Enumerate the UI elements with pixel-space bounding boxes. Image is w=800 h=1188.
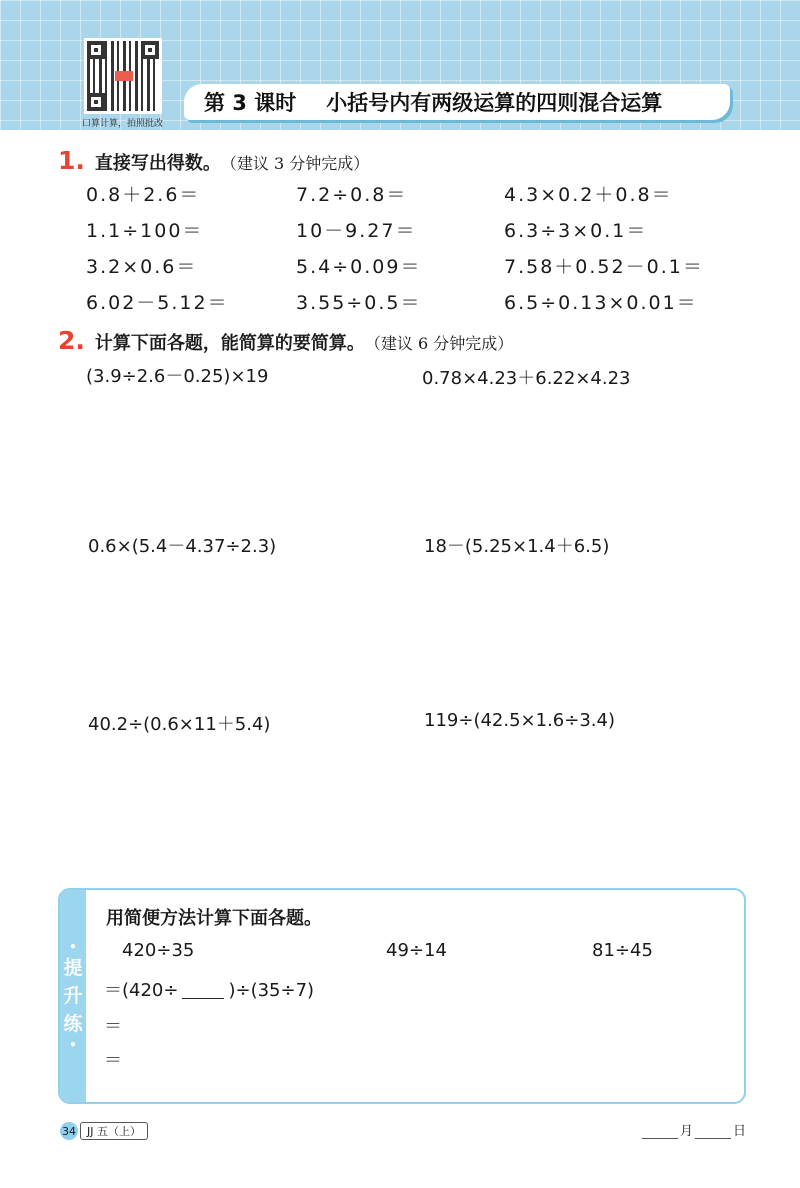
calc-problem: (3.9÷2.6－0.25)×19 (86, 366, 269, 387)
oral-problem: 1.1÷100＝ (86, 220, 204, 242)
date-field (640, 1120, 746, 1139)
calc-problem: 0.6×(5.4－4.37÷2.3) (88, 536, 277, 557)
extension-side-label (60, 890, 86, 1102)
section-1-title: 直接写出得数。 (94, 153, 221, 174)
qr-finder-mark (141, 41, 159, 59)
section-2-hint: （建议 6 分钟完成） (364, 334, 514, 353)
oral-problem: 5.4÷0.09＝ (296, 256, 422, 278)
step-1-suffix: )÷(35÷7) (228, 980, 315, 1001)
extension-step-1 (104, 976, 314, 1002)
calc-problem: 18－(5.25×1.4＋6.5) (424, 536, 610, 557)
qr-logo (115, 71, 133, 81)
qr-finder-mark (87, 93, 105, 111)
calc-problem: 0.78×4.23＋6.22×4.23 (422, 368, 631, 389)
extension-step-2: ＝ (104, 1016, 122, 1037)
extension-box (58, 888, 746, 1104)
calc-problem: 40.2÷(0.6×11＋5.4) (88, 714, 271, 735)
oral-problem: 3.2×0.6＝ (86, 256, 198, 278)
section-1-number: 1. (58, 146, 85, 175)
oral-problem: 6.5÷0.13×0.01＝ (504, 292, 698, 314)
day-label: 日 (733, 1124, 747, 1139)
side-char: 练 (63, 1013, 83, 1035)
calc-problem: 119÷(42.5×1.6÷3.4) (424, 710, 615, 731)
month-blank[interactable] (642, 1125, 678, 1139)
side-dot: • (69, 940, 77, 954)
extension-problem: 49÷14 (386, 940, 447, 961)
month-label: 月 (680, 1124, 694, 1139)
step-1-prefix: ＝(420÷ (104, 980, 179, 1001)
qr-pattern (87, 41, 159, 111)
side-dot: • (69, 1038, 77, 1052)
answer-blank[interactable] (182, 981, 224, 999)
oral-problem: 3.55÷0.5＝ (296, 292, 422, 314)
lesson-title (184, 84, 730, 120)
section-2-title: 计算下面各题，能简算的要简算。 (94, 333, 365, 354)
extension-problem: 420÷35 (122, 940, 195, 961)
lesson-topic: 小括号内有两级运算的四则混合运算 (326, 91, 663, 115)
section-2-heading (58, 326, 513, 355)
oral-problem: 7.2÷0.8＝ (296, 184, 408, 206)
oral-problem: 6.02－5.12＝ (86, 292, 229, 314)
extension-step-3: ＝ (104, 1050, 122, 1071)
oral-problem: 0.8＋2.6＝ (86, 184, 201, 206)
side-char: 升 (63, 985, 83, 1007)
edition-label: JJ 五（上） (80, 1122, 148, 1140)
oral-problem: 4.3×0.2＋0.8＝ (504, 184, 673, 206)
extension-title: 用简便方法计算下面各题。 (106, 908, 322, 929)
qr-caption: 口算计算，拍照批改 (82, 119, 164, 129)
section-1-heading (58, 146, 369, 175)
oral-problem: 10－9.27＝ (296, 220, 417, 242)
day-blank[interactable] (695, 1125, 731, 1139)
oral-problem: 7.58＋0.52－0.1＝ (504, 256, 704, 278)
side-char: 提 (63, 957, 83, 979)
oral-problem: 6.3÷3×0.1＝ (504, 220, 648, 242)
section-1-hint: （建议 3 分钟完成） (220, 154, 370, 173)
extension-problem: 81÷45 (592, 940, 653, 961)
page-header (0, 0, 800, 130)
qr-code[interactable] (84, 38, 162, 114)
section-2-number: 2. (58, 326, 85, 355)
qr-finder-mark (87, 41, 105, 59)
lesson-number: 第 3 课时 (204, 91, 297, 115)
page-number: 34 (60, 1122, 78, 1140)
